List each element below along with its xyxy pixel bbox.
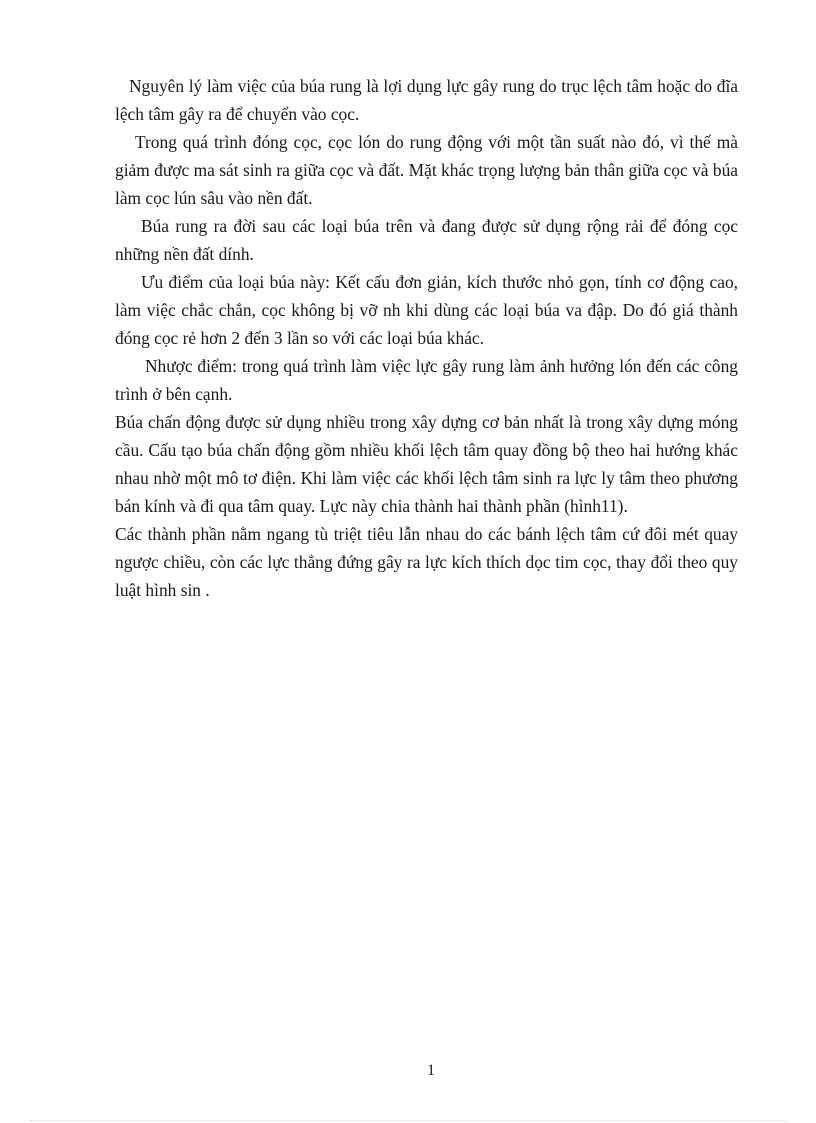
paragraph-disadvantages: Nhược điểm: trong quá trình làm việc lực gây rung làm ảnh hưởng lón đến các công trình ở bên cạnh. [115, 356, 738, 404]
paragraph-force-components: Các thành phần nằm ngang tù triệt tiêu lẫn nhau do các bánh lệch tâm cứ đôi mét quay ngược chiều, còn các lực thẳng đứng gây ra lực kích thích dọc tim cọc, thay đổi theo quy luật hình sin . [115, 524, 738, 600]
document-body [115, 72, 738, 604]
paragraph-vibratory-hammer-origin: Búa rung ra đời sau các loại búa trên và đang được sử dụng rộng rải để đóng cọc những nền đất dính. [115, 216, 738, 264]
paragraph-vibration-hammer-structure: Búa chấn động được sử dụng nhiều trong xây dựng cơ bản nhất là trong xây dựng móng cầu. Cấu tạo búa chấn động gồm nhiều khối lệch tâm quay đồng bộ theo hai hướng khác nhau nhờ một mô tơ điện. Khi làm việc các khối lệch tâm sinh ra lực ly tâm theo phương bán kính và đi qua tâm quay. Lực này chia thành hai thành phần (hình11). [115, 412, 738, 516]
paragraph-working-principle: Nguyên lý làm việc của búa rung là lợi dụng lực gây rung do trục lệch tâm hoặc do đĩa lệch tâm gây ra để chuyển vào cọc. [115, 76, 738, 124]
paragraph-advantages: Ưu điểm của loại búa này: Kết cấu đơn giản, kích thước nhỏ gọn, tính cơ động cao, làm việc chắc chắn, cọc không bị vỡ nh khi dùng các loại búa va đập. Do đó giá thành đóng cọc rẻ hơn 2 đến 3 lần so với các loại búa khác. [115, 272, 738, 348]
page-number: 1 [427, 1062, 435, 1079]
paragraph-pile-driving-process: Trong quá trình đóng cọc, cọc lón do rung động với một tần suất nào đó, vì thế mà giảm được ma sát sinh ra giữa cọc và đất. Mặt khác trọng lượng bản thân giữa cọc và búa làm cọc lún sâu vào nền đất. [115, 132, 738, 208]
footer-divider [30, 1120, 786, 1121]
